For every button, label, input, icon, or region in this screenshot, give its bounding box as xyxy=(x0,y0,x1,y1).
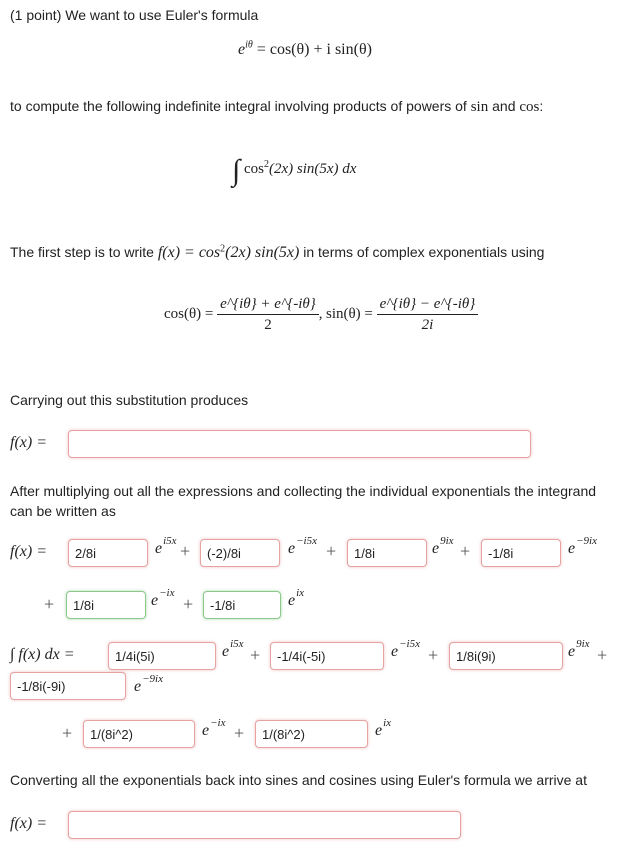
exp-9ix: $e^{9ix}$ xyxy=(432,535,454,557)
sin-definition: sin(θ) = $\frac{e\^{}\{i\theta\} - e\^{}\{-i\theta\}}{2i}$ xyxy=(326,294,478,335)
coef-input-5[interactable] xyxy=(66,591,146,619)
exp-i5x: $e^{i5x}$ xyxy=(155,535,177,557)
substitution-text: Carrying out this substitution produces xyxy=(10,392,249,408)
int-coef-input-2[interactable] xyxy=(270,642,384,670)
exp-neg-ix: $e^{-ix}$ xyxy=(151,587,175,609)
exp-neg-i5x: $e^{-i5x}$ xyxy=(288,535,317,557)
intro-text: (1 point) We want to use Euler's formula xyxy=(10,7,259,23)
exp-ix: $e^{ix}$ xyxy=(288,587,305,609)
cos-definition: cos(θ) = $\frac{e\^{}\{i\theta\} + e\^{}\{-i\theta\}}{2}$ , xyxy=(164,296,323,333)
exp-neg-9ix-int: $e^{-9ix}$ xyxy=(134,673,163,695)
exp-9ix-int: $e^{9ix}$ xyxy=(568,638,590,660)
coef-input-2[interactable] xyxy=(200,539,280,567)
plus-sign: + xyxy=(428,645,439,665)
fx-label-integrand: f(x) = xyxy=(10,543,47,560)
converting-text: Converting all the exponentials back into sines and cosines using Euler's formula we arrive at xyxy=(10,772,587,788)
exp-neg-ix-int: $e^{-ix}$ xyxy=(202,717,226,739)
exp-i5x-int: $e^{i5x}$ xyxy=(222,638,244,660)
integral-expression: ∫ $\cos^2(2x)$ sin(5x) dx xyxy=(232,154,357,187)
plus-sign: + xyxy=(62,723,73,743)
plus-sign: + xyxy=(234,723,245,743)
plus-sign: + xyxy=(183,594,194,614)
int-coef-input-1[interactable] xyxy=(108,642,216,670)
plus-sign: + xyxy=(44,594,55,614)
plus-sign: + xyxy=(326,541,337,561)
int-coef-input-3[interactable] xyxy=(449,642,563,670)
compute-text: to compute the following indefinite integral involving products of powers of sin and cos: xyxy=(10,98,544,115)
plus-sign: + xyxy=(250,645,261,665)
plus-sign: + xyxy=(180,541,191,561)
coef-input-6[interactable] xyxy=(203,591,281,619)
plus-sign: + xyxy=(460,541,471,561)
first-step-text: The first step is to write $f(x) = \cos^2(2x)$ sin(5x) in terms of complex exponentials using xyxy=(10,243,545,261)
coef-input-1[interactable] xyxy=(68,539,148,567)
exp-neg-9ix: $e^{-9ix}$ xyxy=(568,535,597,557)
int-coef-input-6[interactable] xyxy=(255,720,368,748)
exp-ix-int: $e^{ix}$ xyxy=(375,717,392,739)
fx-final-input[interactable] xyxy=(68,811,461,839)
integral-label: ∫ f(x) dx = xyxy=(10,646,75,663)
multiply-text: After multiplying out all the expressions and collecting the individual exponentials the integrand can be written as xyxy=(10,483,597,519)
fx-label: f(x) = xyxy=(10,434,47,451)
coef-input-4[interactable] xyxy=(481,539,561,567)
fx-label-final: f(x) = xyxy=(10,815,47,832)
coef-input-3[interactable] xyxy=(347,539,427,567)
int-coef-input-5[interactable] xyxy=(83,720,195,748)
exp-neg-i5x-int: $e^{-i5x}$ xyxy=(391,638,420,660)
fx-substitution-input[interactable] xyxy=(68,430,531,458)
plus-sign: + xyxy=(597,645,608,665)
eulers-formula: $e^{i\theta} = \cos(\theta) + i$ sin(θ) xyxy=(238,39,372,58)
int-coef-input-4[interactable] xyxy=(10,672,126,700)
